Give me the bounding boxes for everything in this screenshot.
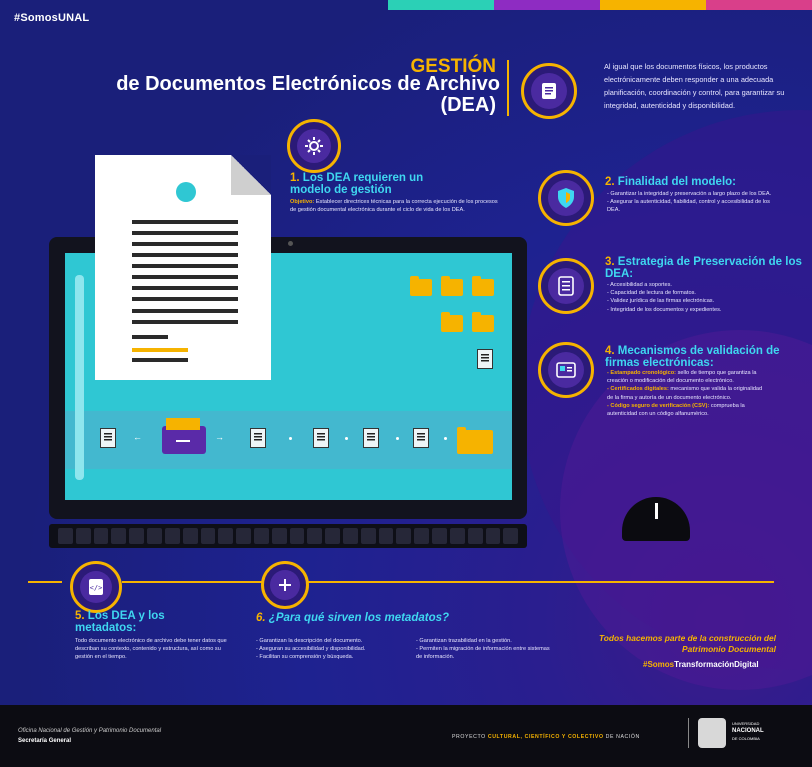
folder-icon [472, 315, 494, 332]
id-card-icon [538, 342, 594, 398]
file-icon [100, 428, 116, 448]
folder-icon [441, 279, 463, 296]
folder-icon [457, 430, 493, 454]
camera-dot [288, 241, 293, 246]
footer-office: Oficina Nacional de Gestión y Patrimonio Documental [18, 728, 162, 734]
title-divider [507, 60, 509, 116]
folder-icon [410, 279, 432, 296]
section-6-col-1 [256, 637, 416, 662]
doc-line [132, 320, 238, 324]
section-3-list [607, 281, 783, 314]
section-4-list [607, 369, 767, 418]
section-4-title: 4. Mecanismos de validación de firmas electrónicas: [605, 345, 780, 369]
list-item: - Asegurar la autenticidad, fiabilidad, control y accesibilidad de los DEA. [607, 199, 770, 214]
code-file-icon [70, 561, 122, 613]
section-5-title: 5. Los DEA y los metadatos: [75, 610, 165, 634]
arrow-right-icon: → [215, 432, 224, 442]
dot [444, 437, 447, 440]
document-dot [176, 182, 196, 202]
keyboard [58, 528, 518, 544]
folder-tray-icon [162, 426, 206, 454]
title-line-3: (DEA) [440, 94, 496, 116]
divider-line [28, 581, 62, 583]
dot [396, 437, 399, 440]
section-5-text: Todo documento electrónico de archivo debe tener datos que describan su contexto, contenido y estructura, así como su gestión en el tiempo. [75, 638, 227, 661]
document-list-icon [521, 63, 577, 119]
list-item: - Accesibilidad a soportes. [607, 282, 672, 288]
title-line-1: GESTIÓN [410, 56, 496, 77]
list-item: - Facilitan su comprensión y búsqueda. [256, 654, 354, 661]
doc-line [132, 242, 238, 246]
doc-line [132, 335, 168, 339]
list-item: - Garantizar la integridad y preservación a largo plazo de los DEA. [607, 191, 772, 197]
doc-line [132, 264, 238, 268]
document-fold [231, 155, 271, 195]
section-3-title: 3. Estrategia de Preservación de los DEA: [605, 256, 802, 280]
section-1-title: 1. Los DEA requieren un modelo de gestión [290, 172, 424, 196]
section-6-col-2 [416, 637, 556, 662]
footer-project: PROYECTO CULTURAL, CIENTÍFICO Y COLECTIVO DE NACIÓN [452, 734, 640, 740]
file-icon [477, 349, 493, 369]
doc-line [132, 275, 238, 279]
list-item: - Integridad de los documentos y expedientes. [607, 306, 722, 313]
list-item: - Certificados digitales: mecanismo que valida la originalidad de la firma y autoría de un documento electrónico. [607, 386, 763, 401]
list-item: - Permiten la migración de información entre sistemas de información. [416, 646, 550, 661]
university-seal-icon [698, 718, 726, 748]
brand-logo: #SomosUNAL [14, 12, 90, 24]
file-icon [413, 428, 429, 448]
checklist-icon [538, 258, 594, 314]
doc-line [132, 220, 238, 224]
university-name: UNIVERSIDAD NACIONAL DE COLOMBIA [732, 721, 764, 741]
footer-secretaria: Secretaría General [18, 738, 72, 744]
list-item: - Garantizan trazabilidad en la gestión. [416, 638, 512, 644]
folder-icon [441, 315, 463, 332]
screen-scrollbar [75, 275, 84, 480]
footer-divider [688, 718, 689, 748]
file-icon [250, 428, 266, 448]
doc-line [132, 348, 188, 352]
dot [345, 437, 348, 440]
list-item: - Código seguro de verificación (CSV): comprueba la autenticidad con un código alfanumérico. [607, 402, 745, 418]
hashtag: #SomosTransformaciónDigital [643, 660, 759, 669]
section-6-title: 6. ¿Para qué sirven los metadatos? [256, 612, 450, 624]
intro-text: Al igual que los documentos físicos, los productos electrónicamente deben responder a una adecuada planificación, coordinación y control, para garantizar su integridad, autenticidad y disponibilidad. [604, 62, 785, 110]
file-icon [363, 428, 379, 448]
list-item: - Estampado cronológico: sello de tiempo que garantiza la creación o modificación del documento electrónico. [607, 370, 757, 385]
arrow-left-icon: ← [133, 432, 142, 442]
slogan: Todos hacemos parte de la construcción del Patrimonio Documental [598, 633, 776, 654]
divider-line [122, 581, 262, 583]
list-item: - Aseguran su accesibilidad y disponibilidad. [256, 646, 366, 653]
list-item: - Capacidad de lectura de formatos. [607, 290, 696, 297]
color-strip [388, 0, 812, 10]
list-item: - Validez jurídica de las firmas electrónicas. [607, 298, 715, 305]
section-2-title: 2. Finalidad del modelo: [605, 176, 736, 188]
footer [0, 705, 812, 767]
doc-line [132, 309, 238, 313]
dot [289, 437, 292, 440]
doc-line [132, 253, 238, 257]
doc-line [132, 286, 238, 290]
file-icon [313, 428, 329, 448]
doc-line [132, 231, 238, 235]
section-2-list [607, 190, 783, 215]
doc-line [132, 358, 188, 362]
list-item: - Garantizan la descripción del documento. [256, 638, 363, 644]
divider-line [304, 581, 774, 583]
section-1-text: Objetivo: Establecer directrices técnicas para la correcta ejecución de los procesos de gestión documental electrónica durante el ciclo de vida de los DEA. [290, 199, 498, 214]
folder-icon [472, 279, 494, 296]
shield-icon [538, 170, 594, 226]
plus-icon [261, 561, 309, 609]
svg-text:</>: </> [89, 584, 103, 592]
gear-icon [287, 119, 341, 173]
doc-line [132, 297, 238, 301]
title-line-2: de Documentos Electrónicos de Archivo [116, 73, 500, 95]
